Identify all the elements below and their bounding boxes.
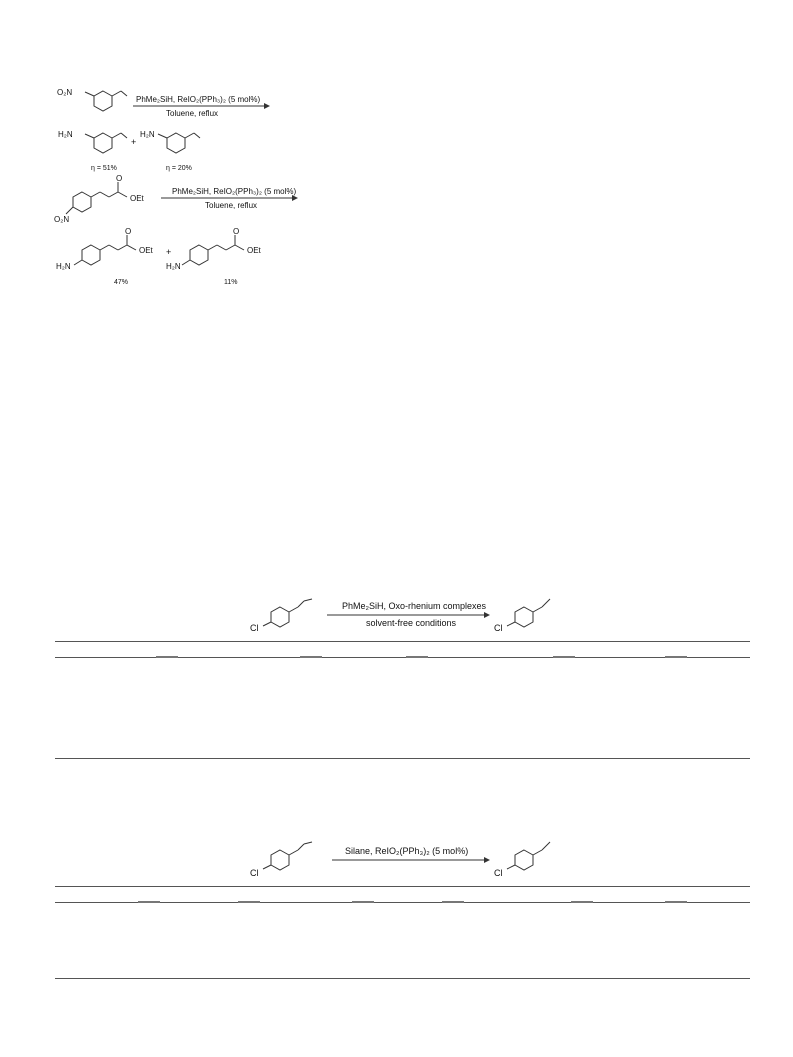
table1-top-rule [55, 641, 750, 642]
scheme2-reactant-carbonyl: O [116, 174, 123, 183]
scheme-4 [0, 838, 793, 888]
table1-column-mark [156, 656, 178, 658]
scheme2-reactant-substituent: O₂N [54, 215, 70, 224]
scheme4-reactant-substituent: Cl [250, 868, 259, 878]
table1-column-mark [665, 656, 687, 658]
scheme4-product-substituent: Cl [494, 868, 503, 878]
scheme1-product-a-substituent: H₂N [58, 130, 73, 139]
scheme2-product-b-yield: 11% [224, 279, 238, 286]
scheme-1 [0, 0, 793, 180]
scheme2-reactant-ester: OEt [130, 194, 144, 203]
scheme3-conditions-below: solvent-free conditions [366, 618, 457, 628]
scheme2-product-b-ester: OEt [247, 246, 261, 255]
scheme4-conditions-above: Silane, ReIO₂(PPh₃)₂ (5 mol%) [345, 846, 469, 856]
table1-column-mark [300, 656, 322, 658]
scheme1-product-a-yield: η = 51% [91, 165, 117, 172]
scheme1-conditions-above: PhMe₂SiH, ReIO₂(PPh₃)₂ (5 mol%) [136, 95, 261, 104]
table1-column-mark [553, 656, 575, 658]
scheme1-reactant-substituent: O₂N [57, 88, 73, 97]
reaction-arrow-head [264, 103, 270, 109]
scheme-2 [0, 170, 793, 300]
table1-column-mark [406, 656, 428, 658]
table2-column-mark [571, 901, 593, 903]
table2-column-mark [442, 901, 464, 903]
scheme-3 [0, 593, 793, 643]
scheme2-product-a-ester: OEt [139, 246, 153, 255]
table2-bottom-rule [55, 978, 750, 979]
table2-column-mark [665, 901, 687, 903]
table2-column-mark [352, 901, 374, 903]
scheme1-plus: + [131, 137, 137, 147]
scheme2-conditions-below: Toluene, reflux [205, 201, 258, 210]
scheme2-product-a-yield: 47% [114, 279, 129, 286]
table2-column-mark [138, 901, 160, 903]
scheme3-reactant-substituent: Cl [250, 623, 259, 633]
scheme3-product-substituent: Cl [494, 623, 503, 633]
reaction-arrow-head [484, 612, 490, 618]
scheme1-product-b-yield: η = 20% [166, 165, 192, 172]
table2-column-mark [238, 901, 260, 903]
scheme2-plus: + [166, 247, 172, 257]
scheme2-conditions-above: PhMe₂SiH, ReIO₂(PPh₃)₂ (5 mol%) [172, 187, 297, 196]
table1-bottom-rule [55, 758, 750, 759]
scheme1-product-b-substituent: H₂N [140, 130, 155, 139]
scheme2-product-a-substituent: H₂N [56, 262, 71, 271]
reaction-arrow-head [484, 857, 490, 863]
scheme2-product-b-substituent: H₂N [166, 262, 181, 271]
scheme2-product-b-carbonyl: O [233, 227, 240, 236]
scheme1-conditions-below: Toluene, reflux [166, 109, 219, 118]
scheme3-conditions-above: PhMe₂SiH, Oxo-rhenium complexes [342, 601, 487, 611]
scheme2-product-a-carbonyl: O [125, 227, 132, 236]
table2-top-rule [55, 886, 750, 887]
